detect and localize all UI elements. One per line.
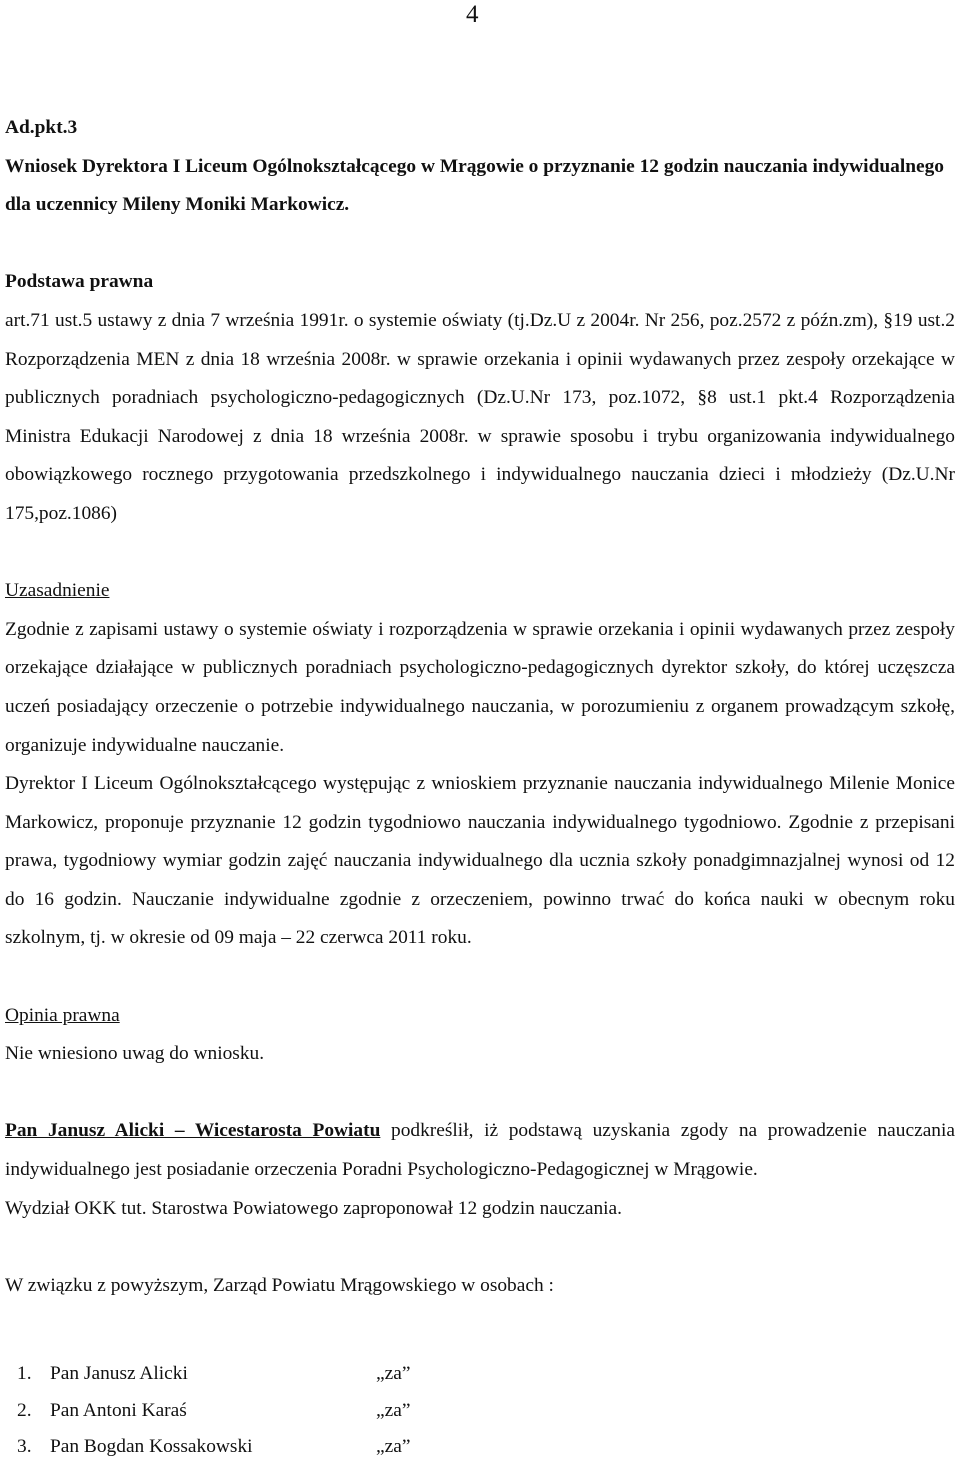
statement-paragraph [5,1112,955,1189]
spacer [5,1074,955,1113]
legal-opinion-text: Nie wniesiono uwag do wniosku. [5,1043,265,1065]
agenda-item-heading: Ad.pkt.3 [5,117,78,138]
vote-value: „za” [376,1436,411,1457]
spacer [5,1228,955,1267]
vote-value: „za” [376,1363,411,1384]
statement-speaker: Pan Janusz Alicki – Wicestarosta Powiatu [5,1120,381,1142]
page-number: 4 [466,1,479,28]
board-member-name: Pan Bogdan Kossakowski [50,1436,253,1457]
spacer [5,958,955,997]
vote-value: „za” [376,1399,411,1421]
document-body [5,109,955,1305]
statement-followup: Wydział OKK tut. Starostwa Powiatowego zaproponował 12 godzin nauczania. [5,1197,623,1219]
justification-paragraph-2: Dyrektor I Liceum Ogólnokształcącego występując z wnioskiem przyznanie nauczania indywidualnego Milenie Monice Markowicz, proponuje przyznanie 12 godzin tygodniowo nauczania indywidualnego tygodniowo. Zgodnie z przepisani prawa, tygodniowy wymiar godzin zajęć nauczania indywidualnego dla ucznia szkoły ponadgimnazjalnej wynosi od 12 do 16 godzin. Nauczanie indywidualne zgodnie z orzeczeniem, powinno trwać do końca nauki w obecnym roku szkolnym, tj. w okresie od 09 maja – 22 czerwca 2011 roku. [5,773,955,949]
board-member-name: Pan Janusz Alicki [50,1363,188,1384]
vote-item [5,1429,605,1466]
request-title: Wniosek Dyrektora I Liceum Ogólnokształcącego w Mrągowie o przyznanie 12 godzin nauczania indywidualnego dla uczennicy Mileny Moniki Markowicz. [5,155,945,216]
vote-number: 1. [17,1363,32,1384]
vote-number: 3. [17,1436,32,1457]
legal-basis-text: art.71 ust.5 ustawy z dnia 7 września 1991r. o systemie oświaty (tj.Dz.U z 2004r. Nr 256, poz.2572 z późn.zm), §19 ust.2 Rozporządzenia MEN z dnia 18 września 2008r. w sprawie orzekania i opinii wydawanych przez zespoły orzekające w publicznych poradniach psychologiczno-pedagogicznych (Dz.U.Nr 173, poz.1072, §8 ust.1 pkt.4 Rozporządzenia Ministra Edukacji Narodowej z dnia 18 września 2008r. w sprawie sposobu i trybu organizowania indywidualnego obowiązkowego rocznego przygotowania przedszkolnego i indywidualnego nauczania dzieci i młodzieży (Dz.U.Nr 175,poz.1086) [5,309,955,524]
vote-list [5,1356,605,1466]
justification-paragraph-1: Zgodnie z zapisami ustawy o systemie oświaty i rozporządzenia w sprawie orzekania i opinii wydawanych przez zespoły orzekające działające w publicznych poradniach psychologiczno-pedagogicznych dyrektor szkoły, do której uczęszcza uczeń posiadający orzeczenie o potrzebie indywidualnego nauczania, w porozumieniu z organem prowadzącym szkołę, organizuje indywidualne nauczanie. [5,618,955,756]
vote-item [5,1393,605,1430]
justification-title: Uzasadnienie [5,580,110,602]
legal-opinion-title: Opinia prawna [5,1004,120,1026]
legal-basis-title: Podstawa prawna [5,271,154,293]
board-member-name: Pan Antoni Karaś [50,1399,187,1421]
vote-item [5,1356,605,1393]
board-intro: W związku z powyższym, Zarząd Powiatu Mrągowskiego w osobach : [5,1274,554,1296]
spacer [5,534,955,573]
statement-text: podkreślił, iż podstawą uzyskania zgody na prowadzenie nauczania indywidualnego jest posiadanie orzeczenia Poradni Psychologiczno-Pedagogicznej w Mrągowie. [5,1120,955,1181]
spacer [5,225,955,264]
vote-number: 2. [17,1399,32,1421]
